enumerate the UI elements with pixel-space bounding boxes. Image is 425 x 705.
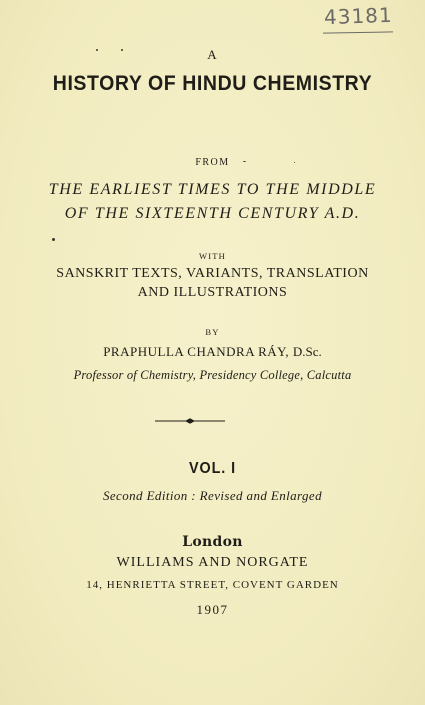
ornament-rule <box>155 416 225 426</box>
by-label: BY <box>205 327 220 337</box>
author <box>0 344 425 360</box>
author-name: PRAPHULLA CHANDRA RÁY, <box>103 344 290 359</box>
author-affiliation: Professor of Chemistry, Presidency College, Calcutta <box>73 368 352 382</box>
title-article: A <box>207 47 218 62</box>
publication-city: London <box>182 534 243 550</box>
publisher-address: 14, HENRIETTA STREET, COVENT GARDEN <box>86 579 339 591</box>
volume-number: VOL. I <box>188 460 236 477</box>
with-label: WITH <box>199 251 226 261</box>
paper-speck <box>52 238 55 241</box>
subtitle-line-1: THE EARLIEST TIMES TO THE MIDDLE <box>48 181 377 198</box>
book-title: HISTORY OF HINDU CHEMISTRY <box>52 72 373 95</box>
catalog-number: 43181 <box>323 2 394 30</box>
contents-line-2: AND ILLUSTRATIONS <box>137 285 288 300</box>
subtitle-line-2: OF THE SIXTEENTH CENTURY A.D. <box>64 205 361 222</box>
from-label: FROM <box>195 157 230 168</box>
edition-note: Second Edition : Revised and Enlarged <box>102 488 323 503</box>
author-degree: D.Sc. <box>292 344 322 359</box>
catalog-underline <box>323 31 393 33</box>
publisher: WILLIAMS AND NORGATE <box>116 555 309 570</box>
contents-line-1: SANSKRIT TEXTS, VARIANTS, TRANSLATION <box>56 266 369 281</box>
publication-year: 1907 <box>196 602 229 617</box>
